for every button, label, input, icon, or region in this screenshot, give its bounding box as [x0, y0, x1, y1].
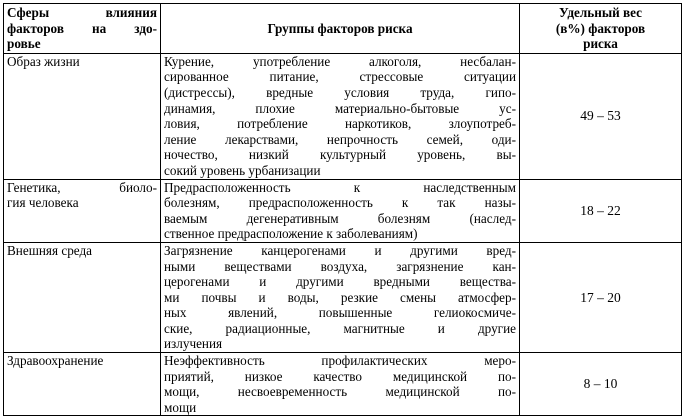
factor-line: мощи — [164, 399, 197, 415]
factor-line: сокий уровень урбанизации — [164, 162, 321, 178]
sphere-line: Генетика, биоло- — [7, 179, 157, 195]
sphere-cell — [4, 179, 161, 242]
factor-line: сированное питание, стрессовые ситуации — [164, 69, 516, 85]
header-weight-line: риска — [583, 36, 618, 52]
factors-cell — [161, 53, 520, 179]
header-weight — [520, 4, 682, 54]
table-row — [4, 179, 682, 242]
header-weight-line: (в%) факторов — [555, 20, 646, 36]
table-row — [4, 353, 682, 416]
factor-line: ночество, низкий культурный уровень, вы- — [164, 147, 516, 163]
sphere-line: Образ жизни — [7, 53, 80, 69]
factor-line: болезням, предрасположенность к так назы- — [164, 195, 516, 211]
factor-line: ловия, потребление наркотиков, злоупотреб- — [164, 116, 516, 132]
header-sphere — [4, 4, 161, 54]
factor-line: Курение, употребление алкоголя, несбалан- — [164, 53, 516, 69]
factor-line: ские, радиационные, магнитные и другие — [164, 320, 516, 336]
header-sphere-line: ровье — [7, 36, 41, 52]
table-row — [4, 53, 682, 179]
weight-cell: 18 – 22 — [520, 179, 682, 242]
factor-line: ных явлений, повышенные гелиокосмиче- — [164, 305, 516, 321]
factors-cell — [161, 179, 520, 242]
sphere-line: гия человека — [7, 195, 79, 211]
header-row — [4, 4, 682, 54]
factors-cell — [161, 353, 520, 416]
factor-line: излучения — [164, 336, 223, 352]
risk-factors-table — [3, 3, 682, 416]
factor-line: динамия, плохие материально-бытовые ус- — [164, 100, 516, 116]
factor-line: ваемым дегенеративным болезням (наслед- — [164, 210, 516, 226]
factor-line: ными веществами воздуха, загрязнение кан- — [164, 258, 516, 274]
header-sphere-line: Сферы влияния — [7, 5, 157, 20]
factors-cell — [161, 242, 520, 352]
weight-cell: 8 – 10 — [520, 353, 682, 416]
factor-line: Загрязнение канцерогенами и другими вред- — [164, 242, 516, 258]
sphere-line: Здравоохранение — [7, 353, 104, 369]
header-sphere-line: факторов на здо- — [7, 20, 157, 36]
weight-cell: 49 – 53 — [520, 53, 682, 179]
sphere-line: Внешняя среда — [7, 242, 93, 258]
factor-line: ственное предрасположение к заболеваниям) — [164, 226, 418, 242]
factor-line: ми почвы и воды, резкие смены атмосфер- — [164, 289, 516, 305]
factor-line: (дистрессы), вредные условия труда, гипо- — [164, 84, 516, 100]
factor-line: Неэффективность профилактических меро- — [164, 353, 516, 369]
sphere-cell — [4, 353, 161, 416]
header-weight-line: Удельный вес — [558, 5, 643, 20]
factor-line: церогенами и другими вредными вещества- — [164, 274, 516, 290]
factor-line: приятий, низкое качество медицинской по- — [164, 368, 516, 384]
factor-line: ление лекарствами, непрочность семей, оди- — [164, 131, 516, 147]
table-row — [4, 242, 682, 352]
sphere-cell — [4, 242, 161, 352]
weight-cell: 17 – 20 — [520, 242, 682, 352]
factor-line: мощи, несвоевременность медицинской по- — [164, 384, 516, 400]
sphere-cell — [4, 53, 161, 179]
factor-line: Предрасположенность к наследственным — [164, 179, 516, 195]
header-groups: Группы факторов риска — [161, 4, 520, 54]
